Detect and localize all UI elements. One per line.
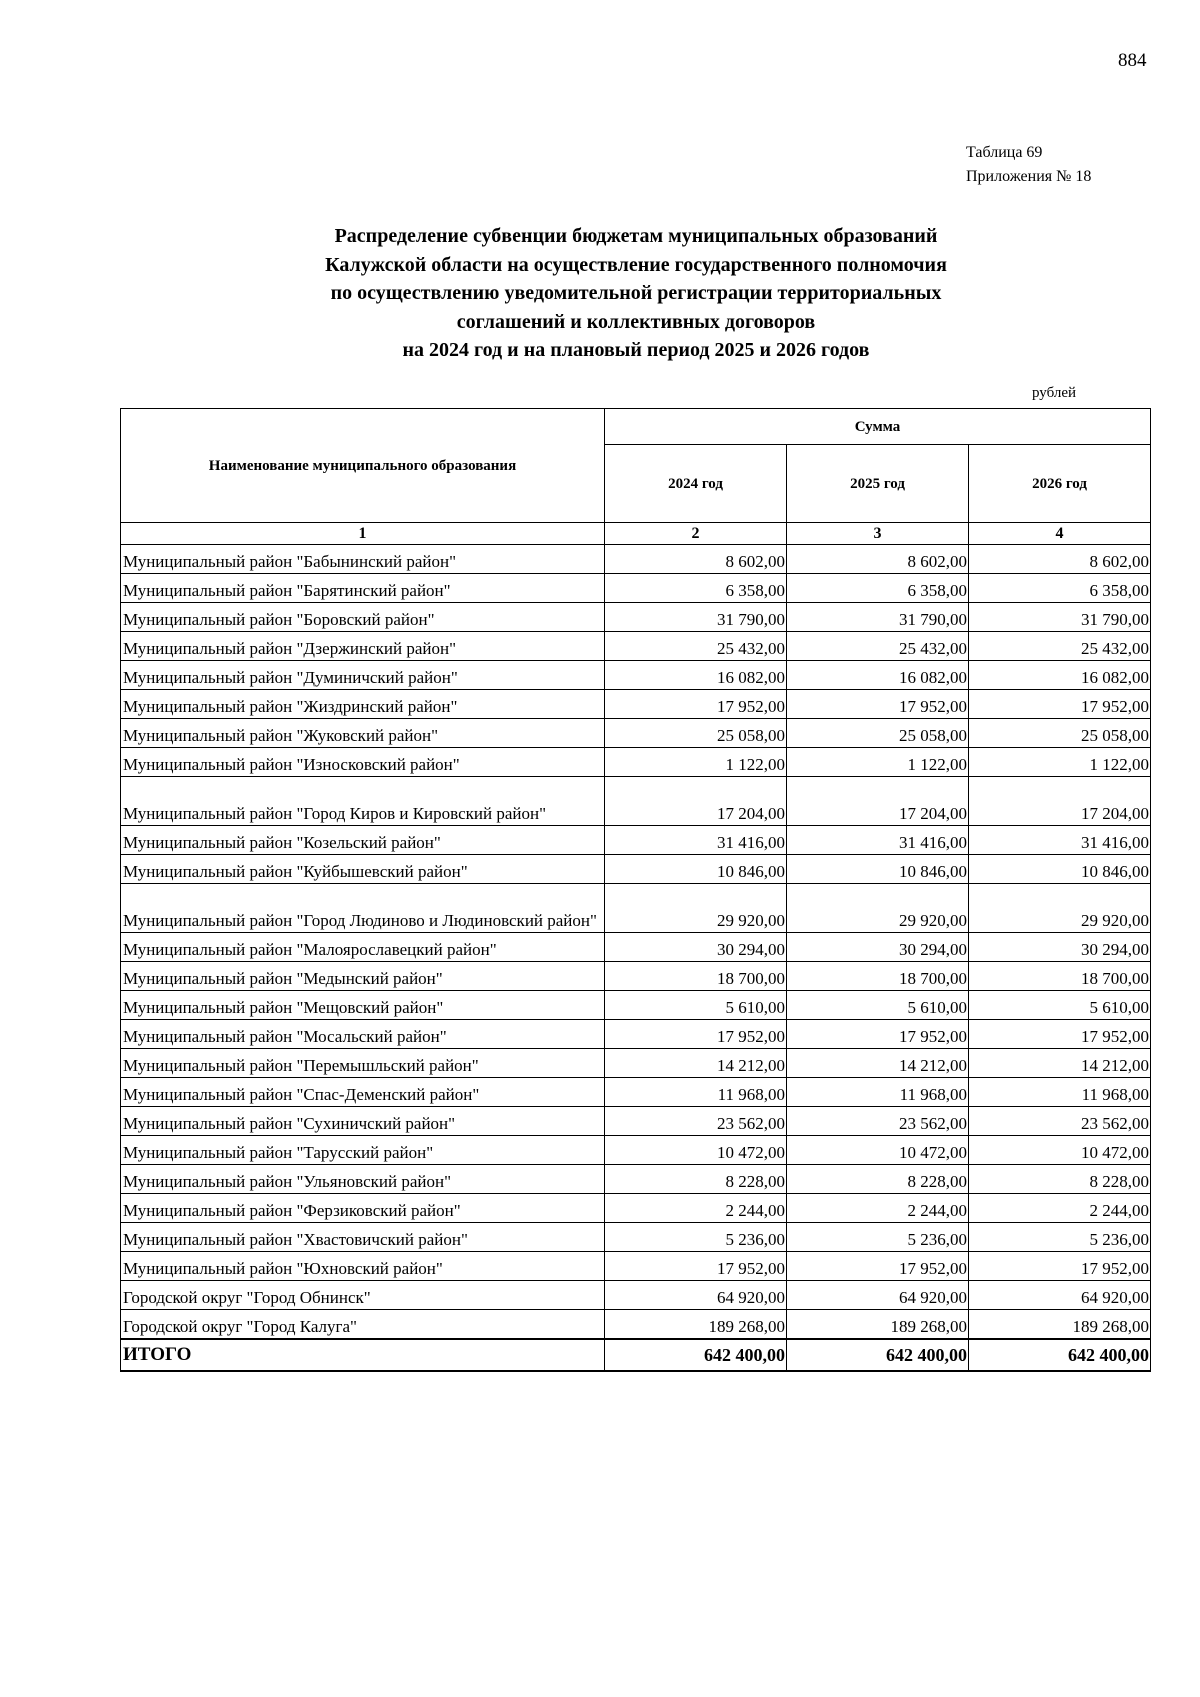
value-2026: 29 920,00	[969, 884, 1151, 933]
municipality-name: Городской округ "Город Калуга"	[121, 1310, 605, 1340]
total-2025: 642 400,00	[787, 1339, 969, 1371]
table-row	[121, 1165, 1151, 1194]
value-2026: 17 204,00	[969, 777, 1151, 826]
title-line: по осуществлению уведомительной регистрации территориальных	[330, 282, 942, 304]
municipality-name: Муниципальный район "Жуковский район"	[121, 719, 605, 748]
municipality-name: Муниципальный район "Город Киров и Кировский район"	[121, 777, 605, 826]
value-2025: 5 236,00	[787, 1223, 969, 1252]
value-2026: 11 968,00	[969, 1078, 1151, 1107]
value-2024: 31 416,00	[605, 826, 787, 855]
municipality-name: Муниципальный район "Износковский район"	[121, 748, 605, 777]
total-2024: 642 400,00	[605, 1339, 787, 1371]
municipality-name: Муниципальный район "Хвастовичский район"	[121, 1223, 605, 1252]
document-title	[120, 222, 1152, 365]
header-year-2026: 2026 год	[969, 445, 1151, 523]
table-row	[121, 962, 1151, 991]
total-2026: 642 400,00	[969, 1339, 1151, 1371]
column-number: 3	[787, 523, 969, 545]
value-2025: 6 358,00	[787, 574, 969, 603]
table-row	[121, 1049, 1151, 1078]
value-2025: 8 602,00	[787, 545, 969, 574]
municipality-name: Муниципальный район "Барятинский район"	[121, 574, 605, 603]
value-2025: 14 212,00	[787, 1049, 969, 1078]
appendix-label: Приложения № 18	[966, 168, 1092, 185]
value-2025: 2 244,00	[787, 1194, 969, 1223]
municipality-name: Муниципальный район "Перемышльский район"	[121, 1049, 605, 1078]
value-2025: 18 700,00	[787, 962, 969, 991]
value-2024: 16 082,00	[605, 661, 787, 690]
municipality-name: Муниципальный район "Юхновский район"	[121, 1252, 605, 1281]
table-row	[121, 632, 1151, 661]
title-line: соглашений и коллективных договоров	[456, 310, 816, 333]
value-2026: 1 122,00	[969, 748, 1151, 777]
header-year-2024: 2024 год	[605, 445, 787, 523]
total-row	[121, 1339, 1151, 1371]
municipality-name: Муниципальный район "Куйбышевский район"	[121, 855, 605, 884]
value-2025: 189 268,00	[787, 1310, 969, 1340]
column-number: 4	[969, 523, 1151, 545]
header-year-2025: 2025 год	[787, 445, 969, 523]
value-2025: 30 294,00	[787, 933, 969, 962]
value-2026: 31 416,00	[969, 826, 1151, 855]
units-label: рублей	[1032, 385, 1077, 401]
value-2024: 5 610,00	[605, 991, 787, 1020]
table-row	[121, 690, 1151, 719]
value-2026: 17 952,00	[969, 1020, 1151, 1049]
value-2025: 29 920,00	[787, 884, 969, 933]
municipality-name: Городской округ "Город Обнинск"	[121, 1281, 605, 1310]
value-2024: 14 212,00	[605, 1049, 787, 1078]
value-2024: 31 790,00	[605, 603, 787, 632]
municipality-name: Муниципальный район "Спас-Деменский район"	[121, 1078, 605, 1107]
value-2026: 8 602,00	[969, 545, 1151, 574]
value-2024: 189 268,00	[605, 1310, 787, 1340]
value-2026: 6 358,00	[969, 574, 1151, 603]
value-2026: 25 432,00	[969, 632, 1151, 661]
value-2025: 17 204,00	[787, 777, 969, 826]
value-2024: 10 472,00	[605, 1136, 787, 1165]
value-2026: 16 082,00	[969, 661, 1151, 690]
value-2025: 31 416,00	[787, 826, 969, 855]
table-row	[121, 777, 1151, 826]
column-number-row	[121, 523, 1151, 545]
value-2026: 2 244,00	[969, 1194, 1151, 1223]
value-2025: 8 228,00	[787, 1165, 969, 1194]
value-2025: 31 790,00	[787, 603, 969, 632]
value-2024: 8 602,00	[605, 545, 787, 574]
value-2026: 18 700,00	[969, 962, 1151, 991]
value-2025: 17 952,00	[787, 1252, 969, 1281]
value-2026: 8 228,00	[969, 1165, 1151, 1194]
table-row	[121, 719, 1151, 748]
value-2025: 17 952,00	[787, 690, 969, 719]
table-row	[121, 1136, 1151, 1165]
value-2025: 11 968,00	[787, 1078, 969, 1107]
value-2026: 5 236,00	[969, 1223, 1151, 1252]
value-2024: 5 236,00	[605, 1223, 787, 1252]
value-2024: 17 952,00	[605, 1020, 787, 1049]
municipality-name: Муниципальный район "Малоярославецкий район"	[121, 933, 605, 962]
table-row	[121, 661, 1151, 690]
value-2024: 18 700,00	[605, 962, 787, 991]
table-row	[121, 1078, 1151, 1107]
value-2026: 5 610,00	[969, 991, 1151, 1020]
value-2025: 10 472,00	[787, 1136, 969, 1165]
table-row	[121, 1223, 1151, 1252]
title-line: Калужской области на осуществление государственного полномочия	[325, 253, 947, 276]
value-2025: 1 122,00	[787, 748, 969, 777]
value-2024: 23 562,00	[605, 1107, 787, 1136]
municipality-name: Муниципальный район "Город Людиново и Людиновский район"	[121, 884, 605, 933]
value-2026: 14 212,00	[969, 1049, 1151, 1078]
appendix-reference	[966, 141, 1091, 189]
table-label: Таблица 69	[966, 144, 1043, 161]
table-row	[121, 826, 1151, 855]
value-2026: 10 846,00	[969, 855, 1151, 884]
value-2026: 10 472,00	[969, 1136, 1151, 1165]
value-2025: 25 058,00	[787, 719, 969, 748]
table-row	[121, 1310, 1151, 1340]
value-2026: 17 952,00	[969, 690, 1151, 719]
value-2024: 1 122,00	[605, 748, 787, 777]
value-2024: 25 058,00	[605, 719, 787, 748]
table-row	[121, 603, 1151, 632]
value-2026: 17 952,00	[969, 1252, 1151, 1281]
table-row	[121, 1194, 1151, 1223]
value-2026: 30 294,00	[969, 933, 1151, 962]
value-2025: 64 920,00	[787, 1281, 969, 1310]
value-2024: 10 846,00	[605, 855, 787, 884]
municipality-name: Муниципальный район "Козельский район"	[121, 826, 605, 855]
title-line: Распределение субвенции бюджетам муниципальных образований	[334, 225, 938, 247]
value-2024: 2 244,00	[605, 1194, 787, 1223]
table-row	[121, 933, 1151, 962]
municipality-name: Муниципальный район "Медынский район"	[121, 962, 605, 991]
subvention-table	[120, 408, 1151, 1372]
table-row	[121, 1107, 1151, 1136]
value-2025: 23 562,00	[787, 1107, 969, 1136]
municipality-name: Муниципальный район "Бабынинский район"	[121, 545, 605, 574]
table-row	[121, 991, 1151, 1020]
value-2026: 189 268,00	[969, 1310, 1151, 1340]
header-name: Наименование муниципального образования	[121, 409, 605, 523]
municipality-name: Муниципальный район "Тарусский район"	[121, 1136, 605, 1165]
municipality-name: Муниципальный район "Дзержинский район"	[121, 632, 605, 661]
table-row	[121, 748, 1151, 777]
table-row	[121, 884, 1151, 933]
value-2025: 25 432,00	[787, 632, 969, 661]
value-2024: 25 432,00	[605, 632, 787, 661]
municipality-name: Муниципальный район "Боровский район"	[121, 603, 605, 632]
value-2024: 17 204,00	[605, 777, 787, 826]
page-number: 884	[1118, 50, 1147, 71]
value-2024: 29 920,00	[605, 884, 787, 933]
value-2026: 23 562,00	[969, 1107, 1151, 1136]
column-number: 1	[121, 523, 605, 545]
municipality-name: Муниципальный район "Думиничский район"	[121, 661, 605, 690]
value-2026: 25 058,00	[969, 719, 1151, 748]
value-2024: 17 952,00	[605, 1252, 787, 1281]
value-2025: 16 082,00	[787, 661, 969, 690]
municipality-name: Муниципальный район "Ульяновский район"	[121, 1165, 605, 1194]
table-row	[121, 855, 1151, 884]
value-2026: 64 920,00	[969, 1281, 1151, 1310]
value-2024: 6 358,00	[605, 574, 787, 603]
municipality-name: Муниципальный район "Ферзиковский район"	[121, 1194, 605, 1223]
value-2024: 17 952,00	[605, 690, 787, 719]
value-2024: 8 228,00	[605, 1165, 787, 1194]
table-row	[121, 1281, 1151, 1310]
title-line: на 2024 год и на плановый период 2025 и 2026 годов	[402, 339, 870, 361]
value-2026: 31 790,00	[969, 603, 1151, 632]
value-2025: 17 952,00	[787, 1020, 969, 1049]
value-2024: 64 920,00	[605, 1281, 787, 1310]
table-row	[121, 545, 1151, 574]
municipality-name: Муниципальный район "Мещовский район"	[121, 991, 605, 1020]
municipality-name: Муниципальный район "Сухиничский район"	[121, 1107, 605, 1136]
value-2024: 30 294,00	[605, 933, 787, 962]
value-2025: 5 610,00	[787, 991, 969, 1020]
value-2024: 11 968,00	[605, 1078, 787, 1107]
table-row	[121, 574, 1151, 603]
municipality-name: Муниципальный район "Мосальский район"	[121, 1020, 605, 1049]
table-row	[121, 1020, 1151, 1049]
total-label: ИТОГО	[121, 1339, 605, 1371]
header-sum: Сумма	[605, 409, 1151, 445]
municipality-name: Муниципальный район "Жиздринский район"	[121, 690, 605, 719]
table-row	[121, 1252, 1151, 1281]
column-number: 2	[605, 523, 787, 545]
value-2025: 10 846,00	[787, 855, 969, 884]
table-body	[121, 545, 1151, 1340]
